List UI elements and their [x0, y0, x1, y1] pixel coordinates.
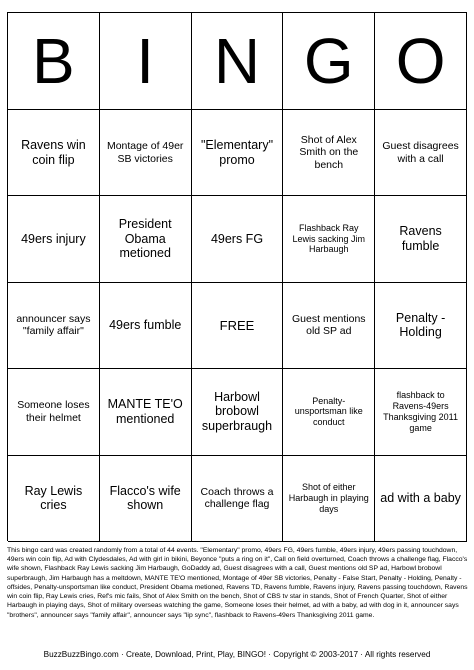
bingo-cell: Harbowl brobowl superbraugh	[192, 369, 284, 455]
bingo-cell: Guest mentions old SP ad	[283, 283, 375, 369]
bingo-cell: 49ers fumble	[100, 283, 192, 369]
site-footer: BuzzBuzzBingo.com · Create, Download, Print, Play, BINGO! · Copyright © 2003-2017 · All rights reserved	[43, 650, 431, 659]
bingo-cell: Montage of 49er SB victories	[100, 110, 192, 196]
bingo-cell: MANTE TE'O mentioned	[100, 369, 192, 455]
bingo-cell: flashback to Ravens-49ers Thanksgiving 2011 game	[375, 369, 467, 455]
bingo-cell: Penalty-unsportsman like conduct	[283, 369, 375, 455]
bingo-card	[7, 12, 467, 541]
bingo-row-3	[8, 283, 467, 369]
header-letter-g: G	[283, 13, 375, 110]
header-letter-o: O	[375, 13, 467, 110]
bingo-row-2	[8, 196, 467, 282]
bingo-cell: Penalty - Holding	[375, 283, 467, 369]
header-letter-i: I	[100, 13, 192, 110]
free-space: FREE	[192, 283, 284, 369]
bingo-cell: Shot of either Harbaugh in playing days	[283, 456, 375, 542]
bingo-row-4	[8, 369, 467, 455]
header-letter-n: N	[192, 13, 284, 110]
bingo-cell: Guest disagrees with a call	[375, 110, 467, 196]
bingo-cell: Ray Lewis cries	[8, 456, 100, 542]
bingo-cell: Shot of Alex Smith on the bench	[283, 110, 375, 196]
bingo-cell: Someone loses their helmet	[8, 369, 100, 455]
bingo-cell: 49ers FG	[192, 196, 284, 282]
bingo-cell: "Elementary" promo	[192, 110, 284, 196]
bingo-cell: announcer says "family affair"	[8, 283, 100, 369]
bingo-cell: Ravens fumble	[375, 196, 467, 282]
bingo-cell: 49ers injury	[8, 196, 100, 282]
bingo-row-5	[8, 456, 467, 542]
bingo-cell: Flashback Ray Lewis sacking Jim Harbaugh	[283, 196, 375, 282]
bingo-cell: Coach throws a challenge flag	[192, 456, 284, 542]
bingo-cell: Flacco's wife shown	[100, 456, 192, 542]
header-letter-b: B	[8, 13, 100, 110]
bingo-cell: ad with a baby	[375, 456, 467, 542]
bingo-cell: President Obama metioned	[100, 196, 192, 282]
bingo-cell: Ravens win coin flip	[8, 110, 100, 196]
bingo-header	[8, 13, 467, 110]
bingo-row-1	[8, 110, 467, 196]
event-list-footnote: This bingo card was created randomly from a total of 44 events. "Elementary" promo, 49ers FG, 49ers fumble, 49ers injury, 49ers passing touchdown, 49ers win coin flip, Ad with Clydesdales, Ad with girl in bikini, Beyonce "puts a ring on it", Call on field overturned, Coach throws a challenge flag, Flacco's wife shown, Flashback Ray Lewis sacking Jim Harbaugh, GoDaddy ad, Guest disagrees with a call, Guest mentions old SP ad, Harbowl brobowl superbraugh, Jim Harbaugh has a meltdown, MANTE TE'O mentioned, Montage of 49er SB victories, Penalty - False Start, Penalty - Holding, Penalty - offsides, Penalty-unsportsman like conduct, President Obama metioned, Ravens TD, Ravens fumble, Ravens injury, Ravens passing touchdown, Ravens win coin flip, Ray Lewis cries, Ref's mic fails, Shot of Alex Smith on the bench, Shot of CBS tv star in stands, Shot of French Quarter, Shot of either Harbaugh in playing days, Shot of military overseas watching the game, Someone loses their helmet, ad with a baby, ad with dog in it, announcer says "brothers", announcer says "family affair", announcer says "lip sync", flashback to Ravens-49ers Thanksgiving 2011 game.	[7, 547, 468, 619]
